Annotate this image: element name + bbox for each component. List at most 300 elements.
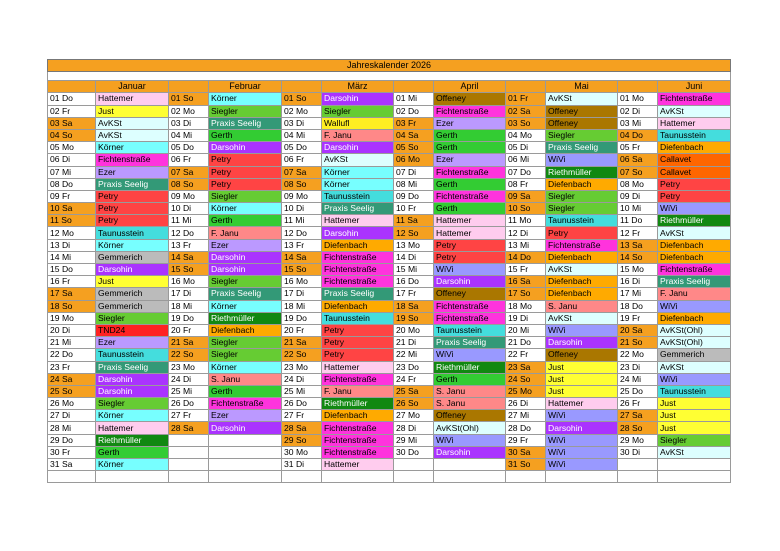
date-cell[interactable]: 23 Di	[618, 361, 658, 373]
pharmacy-cell[interactable]: Fichtenstraße	[546, 239, 618, 251]
date-cell[interactable]: 24 Fr	[394, 373, 434, 385]
date-cell[interactable]: 22 Mo	[618, 349, 658, 361]
date-cell[interactable]: 12 Fr	[618, 227, 658, 239]
date-cell[interactable]: 31 Sa	[48, 459, 96, 471]
date-cell[interactable]: 29 Mi	[394, 434, 434, 446]
date-cell[interactable]: 26 Do	[282, 398, 322, 410]
pharmacy-cell[interactable]: Diefenbach	[546, 276, 618, 288]
pharmacy-cell[interactable]	[209, 446, 282, 458]
month-header-februar[interactable]: Februar	[209, 81, 282, 93]
date-cell[interactable]: 02 Sa	[506, 105, 546, 117]
pharmacy-cell[interactable]: Fichtenstraße	[434, 166, 506, 178]
pharmacy-cell[interactable]: Offeney	[546, 117, 618, 129]
date-cell[interactable]: 05 Do	[282, 142, 322, 154]
pharmacy-cell[interactable]: Ezer	[209, 239, 282, 251]
pharmacy-cell[interactable]: Praxis Seelig	[96, 178, 169, 190]
pharmacy-cell[interactable]: Darsohin	[96, 264, 169, 276]
date-cell[interactable]: 08 So	[169, 178, 209, 190]
date-cell[interactable]: 04 Sa	[394, 129, 434, 141]
pharmacy-cell[interactable]: Riethmüller	[546, 166, 618, 178]
date-cell[interactable]: 07 Di	[394, 166, 434, 178]
date-cell[interactable]: 13 Fr	[282, 239, 322, 251]
date-cell[interactable]: 23 Do	[394, 361, 434, 373]
date-cell[interactable]	[169, 459, 209, 471]
pharmacy-cell[interactable]: Körner	[322, 178, 394, 190]
pharmacy-cell[interactable]: Darsohin	[209, 251, 282, 263]
date-cell[interactable]: 08 Mo	[618, 178, 658, 190]
pharmacy-cell[interactable]: Offeney	[546, 105, 618, 117]
date-cell[interactable]: 08 Fr	[506, 178, 546, 190]
pharmacy-cell[interactable]: Siegler	[546, 203, 618, 215]
date-cell[interactable]: 28 So	[618, 422, 658, 434]
pharmacy-cell[interactable]: Gerth	[209, 215, 282, 227]
pharmacy-cell[interactable]: S. Janu	[434, 398, 506, 410]
date-cell[interactable]: 09 Mo	[169, 190, 209, 202]
empty-cell[interactable]	[394, 471, 434, 483]
pharmacy-cell[interactable]: WiVi	[546, 446, 618, 458]
date-cell[interactable]: 15 Mi	[394, 264, 434, 276]
date-cell[interactable]: 10 Mi	[618, 203, 658, 215]
pharmacy-cell[interactable]: Diefenbach	[546, 288, 618, 300]
date-cell[interactable]	[618, 459, 658, 471]
pharmacy-cell[interactable]: Gerth	[434, 142, 506, 154]
pharmacy-cell[interactable]: AvKSt	[546, 264, 618, 276]
date-cell[interactable]: 09 Fr	[48, 190, 96, 202]
date-cell[interactable]: 10 Fr	[394, 203, 434, 215]
pharmacy-cell[interactable]: Fichtenstraße	[658, 93, 731, 105]
pharmacy-cell[interactable]: AvKSt(Ohl)	[658, 324, 731, 336]
date-cell[interactable]: 02 Di	[618, 105, 658, 117]
pharmacy-cell[interactable]: Siegler	[209, 276, 282, 288]
date-cell[interactable]: 09 Di	[618, 190, 658, 202]
empty-cell[interactable]	[209, 471, 282, 483]
pharmacy-cell[interactable]: Hattemer	[322, 215, 394, 227]
pharmacy-cell[interactable]: Diefenbach	[658, 251, 731, 263]
pharmacy-cell[interactable]: Fichtenstraße	[434, 312, 506, 324]
date-cell[interactable]: 11 Mi	[282, 215, 322, 227]
empty-cell[interactable]	[96, 471, 169, 483]
date-cell[interactable]: 14 Di	[394, 251, 434, 263]
pharmacy-cell[interactable]: Darsohin	[546, 337, 618, 349]
date-cell[interactable]: 06 Mo	[394, 154, 434, 166]
pharmacy-cell[interactable]: Taunusstein	[96, 349, 169, 361]
month-header-april[interactable]: April	[434, 81, 506, 93]
date-cell[interactable]: 07 So	[618, 166, 658, 178]
date-cell[interactable]: 03 Mi	[618, 117, 658, 129]
pharmacy-cell[interactable]: Diefenbach	[658, 312, 731, 324]
date-cell[interactable]: 07 Sa	[169, 166, 209, 178]
month-spacer-cell[interactable]	[48, 81, 96, 93]
pharmacy-cell[interactable]: Körner	[209, 203, 282, 215]
date-cell[interactable]: 05 Fr	[618, 142, 658, 154]
pharmacy-cell[interactable]: Fichtenstraße	[96, 154, 169, 166]
pharmacy-cell[interactable]: F. Janu	[322, 385, 394, 397]
pharmacy-cell[interactable]: WiVi	[546, 410, 618, 422]
empty-cell[interactable]	[282, 471, 322, 483]
pharmacy-cell[interactable]: Petry	[434, 239, 506, 251]
date-cell[interactable]: 03 So	[506, 117, 546, 129]
date-cell[interactable]: 25 Mo	[506, 385, 546, 397]
pharmacy-cell[interactable]: Petry	[209, 166, 282, 178]
empty-cell[interactable]	[546, 471, 618, 483]
pharmacy-cell[interactable]: Praxis Seelig	[209, 117, 282, 129]
pharmacy-cell[interactable]: AvKSt	[658, 361, 731, 373]
date-cell[interactable]: 26 Mo	[48, 398, 96, 410]
month-spacer-cell[interactable]	[169, 81, 209, 93]
pharmacy-cell[interactable]: Taunusstein	[322, 312, 394, 324]
pharmacy-cell[interactable]: Körner	[96, 459, 169, 471]
date-cell[interactable]: 02 Fr	[48, 105, 96, 117]
pharmacy-cell[interactable]: Diefenbach	[546, 178, 618, 190]
pharmacy-cell[interactable]: Riethmüller	[434, 361, 506, 373]
date-cell[interactable]: 27 Fr	[169, 410, 209, 422]
date-cell[interactable]: 19 Mo	[48, 312, 96, 324]
pharmacy-cell[interactable]: WiVi	[546, 434, 618, 446]
pharmacy-cell[interactable]: Ezer	[209, 410, 282, 422]
pharmacy-cell[interactable]: Riethmüller	[658, 215, 731, 227]
pharmacy-cell[interactable]: Offeney	[434, 93, 506, 105]
pharmacy-cell[interactable]: Just	[96, 105, 169, 117]
date-cell[interactable]: 13 Di	[48, 239, 96, 251]
pharmacy-cell[interactable]: Diefenbach	[322, 410, 394, 422]
date-cell[interactable]: 11 Do	[618, 215, 658, 227]
pharmacy-cell[interactable]: Körner	[209, 361, 282, 373]
pharmacy-cell[interactable]: Callavet	[658, 154, 731, 166]
date-cell[interactable]: 24 Di	[282, 373, 322, 385]
date-cell[interactable]: 21 So	[618, 337, 658, 349]
date-cell[interactable]: 08 So	[282, 178, 322, 190]
date-cell[interactable]: 29 So	[282, 434, 322, 446]
pharmacy-cell[interactable]: TND24	[96, 324, 169, 336]
date-cell[interactable]: 03 Fr	[394, 117, 434, 129]
date-cell[interactable]: 01 So	[282, 93, 322, 105]
pharmacy-cell[interactable]	[209, 459, 282, 471]
pharmacy-cell[interactable]: WiVi	[546, 459, 618, 471]
date-cell[interactable]: 15 Do	[48, 264, 96, 276]
pharmacy-cell[interactable]: Hattemer	[96, 422, 169, 434]
pharmacy-cell[interactable]: Praxis Seelig	[96, 361, 169, 373]
pharmacy-cell[interactable]: Ezer	[434, 154, 506, 166]
pharmacy-cell[interactable]: Fichtenstraße	[434, 190, 506, 202]
date-cell[interactable]: 06 Sa	[618, 154, 658, 166]
pharmacy-cell[interactable]: Darsohin	[434, 276, 506, 288]
date-cell[interactable]: 20 Di	[48, 324, 96, 336]
date-cell[interactable]: 19 Do	[169, 312, 209, 324]
pharmacy-cell[interactable]: Fichtenstraße	[209, 398, 282, 410]
pharmacy-cell[interactable]: Hattemer	[96, 93, 169, 105]
pharmacy-cell[interactable]: Diefenbach	[658, 239, 731, 251]
pharmacy-cell[interactable]: Siegler	[209, 190, 282, 202]
pharmacy-cell[interactable]	[434, 459, 506, 471]
pharmacy-cell[interactable]: Siegler	[322, 105, 394, 117]
date-cell[interactable]: 21 Sa	[169, 337, 209, 349]
date-cell[interactable]: 09 Mo	[282, 190, 322, 202]
pharmacy-cell[interactable]: AvKSt	[96, 129, 169, 141]
date-cell[interactable]: 30 Fr	[48, 446, 96, 458]
pharmacy-cell[interactable]: Just	[658, 398, 731, 410]
pharmacy-cell[interactable]: Siegler	[209, 349, 282, 361]
date-cell[interactable]: 01 Mo	[618, 93, 658, 105]
date-cell[interactable]: 22 Fr	[506, 349, 546, 361]
pharmacy-cell[interactable]: Fichtenstraße	[322, 422, 394, 434]
date-cell[interactable]: 27 Sa	[618, 410, 658, 422]
date-cell[interactable]: 13 Fr	[169, 239, 209, 251]
pharmacy-cell[interactable]: Körner	[96, 410, 169, 422]
pharmacy-cell[interactable]: F. Janu	[322, 129, 394, 141]
date-cell[interactable]: 18 Sa	[394, 300, 434, 312]
date-cell[interactable]: 12 Di	[506, 227, 546, 239]
pharmacy-cell[interactable]: Just	[546, 373, 618, 385]
pharmacy-cell[interactable]: Taunusstein	[658, 385, 731, 397]
pharmacy-cell[interactable]: Ezer	[434, 117, 506, 129]
date-cell[interactable]: 05 Di	[506, 142, 546, 154]
pharmacy-cell[interactable]: Gemmerich	[96, 251, 169, 263]
date-cell[interactable]: 30 Do	[394, 446, 434, 458]
date-cell[interactable]: 05 Mo	[48, 142, 96, 154]
date-cell[interactable]: 14 Mi	[48, 251, 96, 263]
date-cell[interactable]: 25 Mi	[282, 385, 322, 397]
date-cell[interactable]: 20 Mi	[506, 324, 546, 336]
pharmacy-cell[interactable]: Gerth	[96, 446, 169, 458]
date-cell[interactable]: 12 Mo	[48, 227, 96, 239]
date-cell[interactable]: 22 Mi	[394, 349, 434, 361]
date-cell[interactable]: 15 Mo	[618, 264, 658, 276]
date-cell[interactable]: 18 So	[48, 300, 96, 312]
date-cell[interactable]: 09 Sa	[506, 190, 546, 202]
date-cell[interactable]: 25 So	[48, 385, 96, 397]
pharmacy-cell[interactable]: Praxis Seelig	[434, 337, 506, 349]
empty-cell[interactable]	[434, 471, 506, 483]
date-cell[interactable]: 20 Sa	[618, 324, 658, 336]
date-cell[interactable]: 13 Sa	[618, 239, 658, 251]
pharmacy-cell[interactable]: Wallufl	[322, 117, 394, 129]
pharmacy-cell[interactable]: Petry	[96, 190, 169, 202]
pharmacy-cell[interactable]: Körner	[96, 239, 169, 251]
pharmacy-cell[interactable]	[658, 459, 731, 471]
pharmacy-cell[interactable]: S. Janu	[434, 385, 506, 397]
pharmacy-cell[interactable]: Darsohin	[209, 264, 282, 276]
pharmacy-cell[interactable]: WiVi	[658, 203, 731, 215]
date-cell[interactable]: 24 So	[506, 373, 546, 385]
pharmacy-cell[interactable]: Hattemer	[434, 215, 506, 227]
pharmacy-cell[interactable]: Offeney	[546, 349, 618, 361]
date-cell[interactable]: 26 So	[394, 398, 434, 410]
date-cell[interactable]: 28 Sa	[282, 422, 322, 434]
date-cell[interactable]: 17 So	[506, 288, 546, 300]
pharmacy-cell[interactable]: AvKSt	[658, 105, 731, 117]
empty-cell[interactable]	[506, 471, 546, 483]
pharmacy-cell[interactable]: Gerth	[209, 385, 282, 397]
date-cell[interactable]	[394, 459, 434, 471]
date-cell[interactable]: 11 Mi	[169, 215, 209, 227]
pharmacy-cell[interactable]: Taunusstein	[434, 324, 506, 336]
pharmacy-cell[interactable]: Petry	[96, 203, 169, 215]
date-cell[interactable]: 18 Mo	[506, 300, 546, 312]
pharmacy-cell[interactable]: Darsohin	[434, 446, 506, 458]
date-cell[interactable]: 13 Mi	[506, 239, 546, 251]
pharmacy-cell[interactable]: Darsohin	[209, 422, 282, 434]
date-cell[interactable]: 03 Sa	[48, 117, 96, 129]
pharmacy-cell[interactable]: Callavet	[658, 166, 731, 178]
date-cell[interactable]: 19 Fr	[618, 312, 658, 324]
pharmacy-cell[interactable]: Körner	[209, 93, 282, 105]
date-cell[interactable]: 14 Sa	[169, 251, 209, 263]
date-cell[interactable]: 04 Do	[618, 129, 658, 141]
date-cell[interactable]: 03 Di	[169, 117, 209, 129]
date-cell[interactable]: 05 Do	[169, 142, 209, 154]
date-cell[interactable]: 27 Mi	[506, 410, 546, 422]
date-cell[interactable]: 25 Sa	[394, 385, 434, 397]
date-cell[interactable]: 26 Do	[169, 398, 209, 410]
date-cell[interactable]: 01 Do	[48, 93, 96, 105]
date-cell[interactable]: 13 Mo	[394, 239, 434, 251]
date-cell[interactable]: 21 Di	[394, 337, 434, 349]
date-cell[interactable]: 12 Do	[282, 227, 322, 239]
date-cell[interactable]: 08 Mi	[394, 178, 434, 190]
date-cell[interactable]: 16 Mo	[282, 276, 322, 288]
date-cell[interactable]: 19 Di	[506, 312, 546, 324]
date-cell[interactable]: 06 Di	[48, 154, 96, 166]
pharmacy-cell[interactable]: Fichtenstraße	[434, 105, 506, 117]
date-cell[interactable]: 22 Do	[48, 349, 96, 361]
pharmacy-cell[interactable]: Praxis Seelig	[322, 203, 394, 215]
date-cell[interactable]: 20 Fr	[169, 324, 209, 336]
date-cell[interactable]: 24 Sa	[48, 373, 96, 385]
pharmacy-cell[interactable]: Hattemer	[322, 459, 394, 471]
pharmacy-cell[interactable]: Diefenbach	[322, 300, 394, 312]
date-cell[interactable]: 16 Mo	[169, 276, 209, 288]
pharmacy-cell[interactable]: Petry	[322, 337, 394, 349]
pharmacy-cell[interactable]: Riethmüller	[209, 312, 282, 324]
pharmacy-cell[interactable]: Hattemer	[546, 398, 618, 410]
pharmacy-cell[interactable]: Diefenbach	[546, 251, 618, 263]
date-cell[interactable]: 09 Do	[394, 190, 434, 202]
pharmacy-cell[interactable]: Fichtenstraße	[322, 446, 394, 458]
date-cell[interactable]: 28 Do	[506, 422, 546, 434]
date-cell[interactable]: 11 So	[48, 215, 96, 227]
pharmacy-cell[interactable]: WiVi	[434, 349, 506, 361]
date-cell[interactable]: 28 Sa	[169, 422, 209, 434]
date-cell[interactable]: 02 Do	[394, 105, 434, 117]
date-cell[interactable]: 20 Mo	[394, 324, 434, 336]
date-cell[interactable]: 27 Mo	[394, 410, 434, 422]
date-cell[interactable]: 14 Sa	[282, 251, 322, 263]
date-cell[interactable]: 23 Fr	[48, 361, 96, 373]
pharmacy-cell[interactable]: WiVi	[434, 434, 506, 446]
pharmacy-cell[interactable]: Offeney	[434, 410, 506, 422]
date-cell[interactable]: 15 So	[169, 264, 209, 276]
pharmacy-cell[interactable]: Taunusstein	[96, 227, 169, 239]
date-cell[interactable]: 03 Di	[282, 117, 322, 129]
calendar-title[interactable]: Jahreskalender 2026	[48, 60, 731, 72]
date-cell[interactable]: 06 Fr	[282, 154, 322, 166]
pharmacy-cell[interactable]: Darsohin	[96, 385, 169, 397]
pharmacy-cell[interactable]: Siegler	[209, 337, 282, 349]
date-cell[interactable]: 14 So	[618, 251, 658, 263]
pharmacy-cell[interactable]: WiVi	[658, 300, 731, 312]
empty-cell[interactable]	[322, 471, 394, 483]
date-cell[interactable]: 17 Mi	[618, 288, 658, 300]
pharmacy-cell[interactable]: Fichtenstraße	[322, 251, 394, 263]
date-cell[interactable]: 17 Di	[282, 288, 322, 300]
pharmacy-cell[interactable]: Fichtenstraße	[322, 434, 394, 446]
pharmacy-cell[interactable]: Gerth	[434, 373, 506, 385]
date-cell[interactable]: 10 Di	[282, 203, 322, 215]
date-cell[interactable]: 29 Mo	[618, 434, 658, 446]
date-cell[interactable]: 16 Do	[394, 276, 434, 288]
pharmacy-cell[interactable]: F. Janu	[209, 227, 282, 239]
month-spacer-cell[interactable]	[618, 81, 658, 93]
pharmacy-cell[interactable]	[209, 434, 282, 446]
pharmacy-cell[interactable]: S. Janu	[209, 373, 282, 385]
pharmacy-cell[interactable]: Darsohin	[322, 93, 394, 105]
date-cell[interactable]: 21 Sa	[282, 337, 322, 349]
pharmacy-cell[interactable]: Offeney	[434, 288, 506, 300]
date-cell[interactable]: 12 So	[394, 227, 434, 239]
date-cell[interactable]: 30 Mo	[282, 446, 322, 458]
date-cell[interactable]: 23 Sa	[506, 361, 546, 373]
pharmacy-cell[interactable]: Praxis Seelig	[658, 276, 731, 288]
pharmacy-cell[interactable]: AvKSt	[658, 227, 731, 239]
date-cell[interactable]: 01 So	[169, 93, 209, 105]
pharmacy-cell[interactable]: Petry	[434, 251, 506, 263]
pharmacy-cell[interactable]: Praxis Seelig	[546, 142, 618, 154]
pharmacy-cell[interactable]: Körner	[96, 142, 169, 154]
pharmacy-cell[interactable]: Praxis Seelig	[322, 288, 394, 300]
month-header-mai[interactable]: Mai	[546, 81, 618, 93]
date-cell[interactable]: 11 Mo	[506, 215, 546, 227]
date-cell[interactable]: 04 Mo	[506, 129, 546, 141]
pharmacy-cell[interactable]: Gemmerich	[658, 349, 731, 361]
pharmacy-cell[interactable]: Fichtenstraße	[322, 264, 394, 276]
date-cell[interactable]: 17 Sa	[48, 288, 96, 300]
pharmacy-cell[interactable]: AvKSt	[322, 154, 394, 166]
date-cell[interactable]: 08 Do	[48, 178, 96, 190]
date-cell[interactable]: 06 Mi	[506, 154, 546, 166]
date-cell[interactable]: 19 Do	[282, 312, 322, 324]
pharmacy-cell[interactable]: Gerth	[434, 203, 506, 215]
date-cell[interactable]: 04 Mi	[169, 129, 209, 141]
pharmacy-cell[interactable]: Hattemer	[322, 361, 394, 373]
date-cell[interactable]: 16 Fr	[48, 276, 96, 288]
pharmacy-cell[interactable]: Hattemer	[434, 227, 506, 239]
date-cell[interactable]: 17 Di	[169, 288, 209, 300]
month-spacer-cell[interactable]	[394, 81, 434, 93]
date-cell[interactable]: 26 Fr	[618, 398, 658, 410]
pharmacy-cell[interactable]: S. Janu	[546, 300, 618, 312]
pharmacy-cell[interactable]: Darsohin	[322, 227, 394, 239]
date-cell[interactable]: 22 So	[169, 349, 209, 361]
pharmacy-cell[interactable]: Gemmerich	[96, 300, 169, 312]
date-cell[interactable]	[169, 434, 209, 446]
pharmacy-cell[interactable]: AvKSt	[658, 446, 731, 458]
date-cell[interactable]: 24 Di	[169, 373, 209, 385]
date-cell[interactable]: 22 So	[282, 349, 322, 361]
month-spacer-cell[interactable]	[282, 81, 322, 93]
pharmacy-cell[interactable]: WiVi	[546, 324, 618, 336]
date-cell[interactable]: 07 Mi	[48, 166, 96, 178]
date-cell[interactable]: 15 So	[282, 264, 322, 276]
pharmacy-cell[interactable]: Petry	[658, 178, 731, 190]
pharmacy-cell[interactable]: Siegler	[209, 105, 282, 117]
pharmacy-cell[interactable]: Petry	[209, 178, 282, 190]
pharmacy-cell[interactable]: Darsohin	[322, 142, 394, 154]
empty-cell[interactable]	[48, 471, 96, 483]
pharmacy-cell[interactable]: Ezer	[96, 166, 169, 178]
date-cell[interactable]: 25 Do	[618, 385, 658, 397]
date-cell[interactable]: 23 Mo	[169, 361, 209, 373]
date-cell[interactable]: 28 Di	[394, 422, 434, 434]
